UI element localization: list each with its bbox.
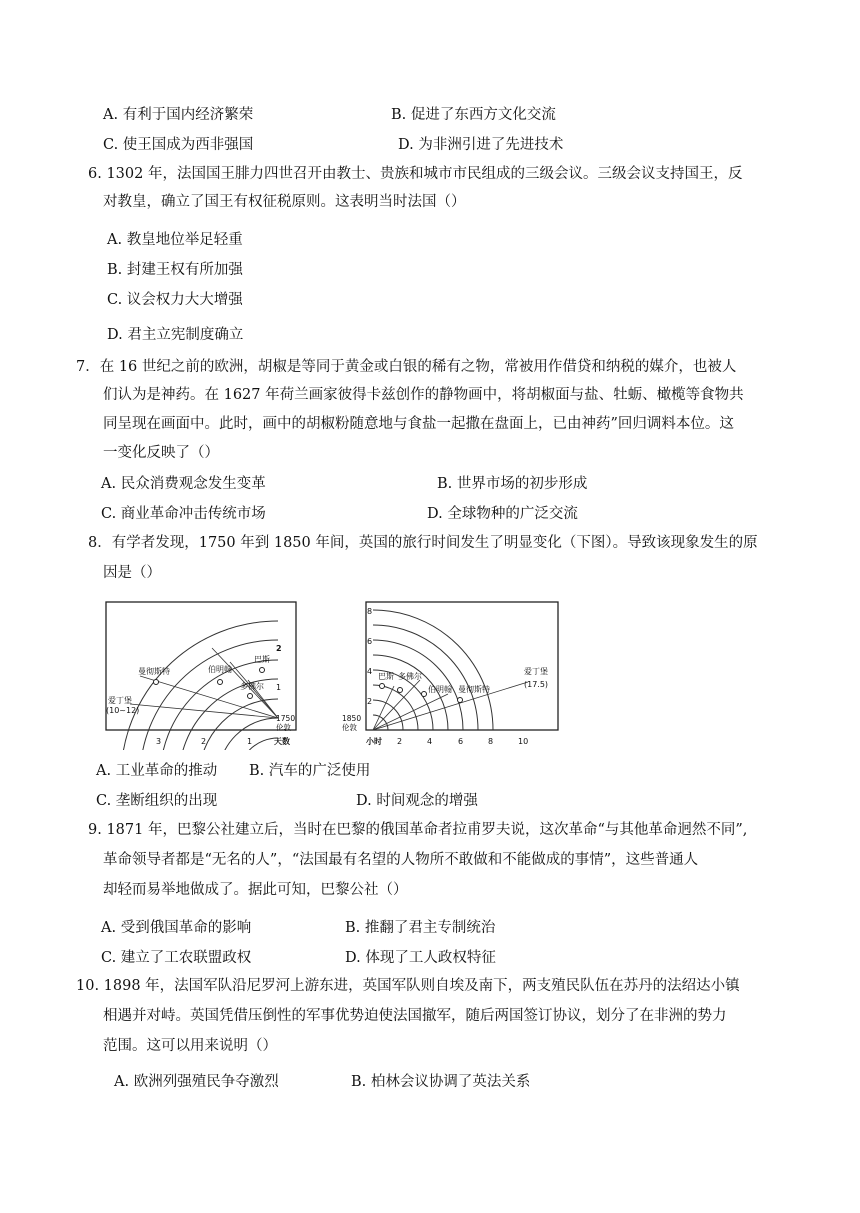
q6-option-c: C. 议会权力大大增强 xyxy=(107,292,243,308)
city-marker-manchester xyxy=(458,698,463,703)
q6-stem-line2: 对教皇，确立了国王有权征税原则。这表明当时法国（） xyxy=(103,194,466,210)
city-label: 伯明翰 xyxy=(428,685,452,694)
q7-option-b: B. 世界市场的初步形成 xyxy=(437,476,588,492)
city-marker-birmingham xyxy=(422,692,427,697)
x-tick: 6 xyxy=(458,737,464,746)
q9-option-d: D. 体现了工人政权特征 xyxy=(345,950,496,966)
q8-stem-line1: 8．有学者发现，1750 年到 1850 年间，英国的旅行时间发生了明显变化（下图）。导致该现象发生的原 xyxy=(88,535,758,551)
q6-option-d: D. 君主立宪制度确立 xyxy=(107,327,244,343)
x-tick: 2 xyxy=(201,737,207,746)
city-marker-bath xyxy=(260,668,265,673)
city-marker-bath xyxy=(380,684,385,689)
q8-option-d: D. 时间观念的增强 xyxy=(356,793,478,809)
q8-option-b: B. 汽车的广泛使用 xyxy=(249,763,371,779)
edinburgh-label: 爱丁堡 xyxy=(108,696,132,705)
q8-option-c: C. 垄断组织的出现 xyxy=(96,793,218,809)
edinburgh-value: (10~12) xyxy=(106,706,140,715)
q6-stem-line1: 6. 1302 年，法国国王腓力四世召开由教士、贵族和城市市民组成的三级会议。三级会议支持国王，反 xyxy=(88,166,743,182)
q10-option-b: B. 柏林会议协调了英法关系 xyxy=(351,1074,531,1090)
q7-option-c: C. 商业革命冲击传统市场 xyxy=(101,506,266,522)
q9-stem-line3: 却轻而易举地做成了。据此可知，巴黎公社（） xyxy=(103,882,408,898)
city-marker-manchester xyxy=(154,680,159,685)
city-label: 伯明翰 xyxy=(208,665,232,674)
city-label: 曼彻斯特 xyxy=(138,667,170,676)
q6-option-a: A. 教皇地位举足轻重 xyxy=(107,232,243,248)
q7-option-d: D. 全球物种的广泛交流 xyxy=(427,506,578,522)
q8-stem-line2: 因是（） xyxy=(103,565,161,581)
city-label: 巴斯 xyxy=(254,655,270,664)
edinburgh-value: (17.5) xyxy=(524,680,549,689)
q5-option-b: B. 促进了东西方文化交流 xyxy=(391,107,556,123)
city-marker-birmingham xyxy=(218,680,223,685)
q10-option-a: A. 欧洲列强殖民争夺激烈 xyxy=(114,1074,279,1090)
origin-label: 伦敦 xyxy=(342,723,357,732)
q9-stem-line1: 9. 1871 年，巴黎公社建立后，当时在巴黎的俄国革命者拉甫罗夫说，这次革命“与其他革命迥然不同”, xyxy=(88,822,748,838)
q7-stem-line1: 7．在 16 世纪之前的欧洲，胡椒是等同于黄金或白银的稀有之物，常被用作借贷和纳税的媒介，也被人 xyxy=(76,359,737,375)
q7-stem-line4: 一变化反映了（） xyxy=(103,445,219,461)
q9-option-b: B. 推翻了君主专制统治 xyxy=(345,920,496,936)
city-marker-dover xyxy=(248,694,253,699)
q7-option-a: A. 民众消费观念发生变革 xyxy=(101,476,266,492)
q10-stem-line2: 相遇并对峙。英国凭借压倒性的军事优势迫使法国撤军，随后两国签订协议，划分了在非洲的势力 xyxy=(103,1008,727,1024)
unit-label: 天数 xyxy=(274,737,290,746)
travel-time-chart-1850 xyxy=(338,600,563,750)
x-tick: 10 xyxy=(518,737,529,746)
y-tick: 6 xyxy=(367,637,373,646)
unit-label: 小时 xyxy=(366,737,382,746)
q8-option-a: A. 工业革命的推动 xyxy=(96,763,218,779)
x-tick: 4 xyxy=(427,737,433,746)
x-tick: 2 xyxy=(397,737,403,746)
x-tick: 1 xyxy=(247,737,253,746)
year-label: 1750 xyxy=(276,714,296,723)
city-label: 曼彻斯特 xyxy=(458,685,490,694)
city-label: 多佛尔 xyxy=(240,682,264,691)
year-label: 1850 xyxy=(342,714,362,723)
q9-option-a: A. 受到俄国革命的影响 xyxy=(101,920,252,936)
q5-option-d: D. 为非洲引进了先进技术 xyxy=(398,137,564,153)
q6-option-b: B. 封建王权有所加强 xyxy=(107,262,243,278)
q9-stem-line2: 革命领导者都是“无名的人”，“法国最有名望的人物所不敢做和不能做成的事情”，这些普通人 xyxy=(103,852,699,868)
y-tick: 8 xyxy=(367,607,373,616)
y-tick: 1 xyxy=(276,683,282,692)
x-tick: 8 xyxy=(488,737,494,746)
q10-stem-line3: 范围。这可以用来说明（） xyxy=(103,1038,277,1054)
y-tick: 2 xyxy=(276,644,282,653)
q7-stem-line2: 们认为是神药。在 1627 年荷兰画家彼得卡兹创作的静物画中，将胡椒面与盐、牡蛎、橄榄等食物共 xyxy=(103,387,744,403)
city-marker-dover xyxy=(398,688,403,693)
q5-option-c: C. 使王国成为西非强国 xyxy=(103,137,254,153)
q5-option-a: A. 有利于国内经济繁荣 xyxy=(103,107,254,123)
travel-time-chart-1750 xyxy=(100,600,300,750)
city-label: 巴斯 xyxy=(378,672,394,681)
y-tick: 2 xyxy=(367,697,373,706)
q9-option-c: C. 建立了工农联盟政权 xyxy=(101,950,252,966)
q7-stem-line3: 同呈现在画面中。此时，画中的胡椒粉随意地与食盐一起撒在盘面上，已由神药”回归调料本位。这 xyxy=(103,416,734,432)
edinburgh-label: 爱丁堡 xyxy=(524,667,548,676)
y-tick: 4 xyxy=(367,667,373,676)
q10-stem-line1: 10. 1898 年，法国军队沿尼罗河上游东进，英国军队则自埃及南下，两支殖民队伍在苏丹的法绍达小镇 xyxy=(76,978,740,994)
origin-label: 伦敦 xyxy=(276,723,291,732)
x-tick: 3 xyxy=(156,737,162,746)
city-label: 多佛尔 xyxy=(398,672,422,681)
